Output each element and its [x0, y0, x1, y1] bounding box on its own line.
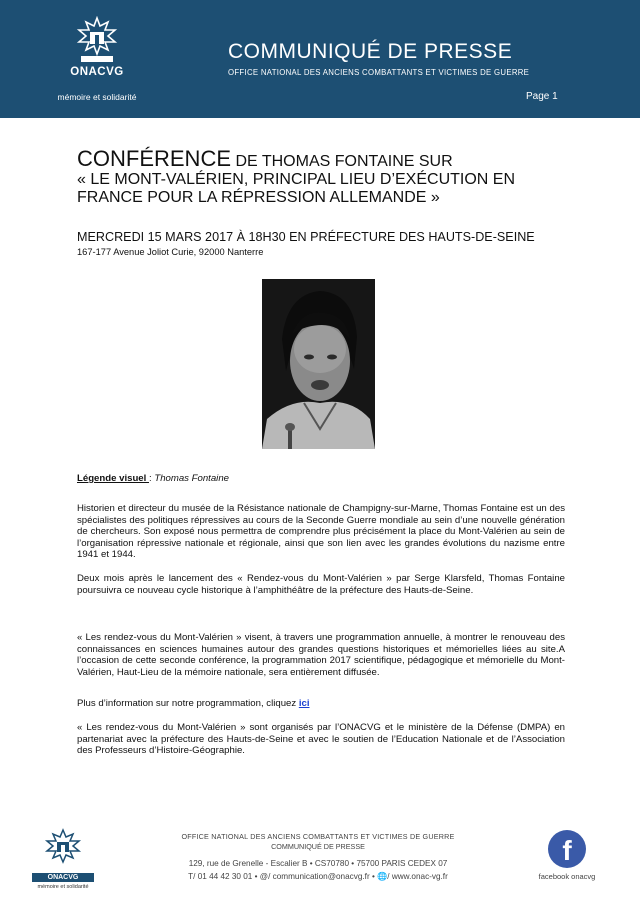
speaker-photo [262, 279, 375, 449]
onacvg-emblem-icon [75, 16, 119, 64]
paragraph-3: « Les rendez-vous du Mont-Valérien » visent, à travers une programmation annuelle, à montrer le renouveau des connaissances en sciences humaines autour des grandes questions historiques et mémorielles liées au site.A l’occasion de cette seconde conférence, la programmation 2017 scientifique, pédagogique et mémorielle du Mont-Valérien, Haut-Lieu de la mémoire nationale, sera entièrement diffusée. [77, 632, 565, 678]
footer-emblem-icon [43, 828, 83, 868]
title-lead: CONFÉRENCE [77, 146, 232, 171]
paragraph-5: « Les rendez-vous du Mont-Valérien » sont organisés par l’ONACVG et le ministère de la Défense (DMPA) en partenariat avec la préfecture des Hauts-de-Seine et avec le soutien de l’Education Nationale et de l’Association des Professeurs d’Histoire-Géographie. [77, 722, 565, 757]
press-release-title: COMMUNIQUÉ DE PRESSE [228, 40, 513, 63]
program-link[interactable]: ici [298, 698, 310, 709]
footer-doc-type: COMMUNIQUÉ DE PRESSE [271, 842, 365, 851]
footer-logo-text: ONACVG [32, 873, 94, 882]
footer-contact: T/ 01 44 42 30 01 • @/ communication@onacvg.fr • 🌐/ www.onac-vg.fr [188, 872, 448, 881]
more-info-text: Plus d’information sur notre programmation, cliquez [77, 698, 299, 709]
footer-address: 129, rue de Grenelle - Escalier B • CS70780 • 75700 PARIS CEDEX 07 [188, 859, 448, 868]
speaker-portrait-icon [262, 279, 375, 449]
event-date: MERCREDI 15 MARS 2017 À 18H30 EN PRÉFECTURE DES HAUTS-DE-SEINE [77, 230, 535, 244]
title-lead-rest: DE THOMAS FONTAINE SUR [231, 153, 453, 170]
facebook-label: facebook onacvg [538, 872, 596, 881]
paragraph-1: Historien et directeur du musée de la Résistance nationale de Champigny-sur-Marne, Thomas Fontaine est un des spécialistes des politiques répressives au cours de la Seconde Guerre mondiale au sein d’une nouvelle génération de chercheurs. Son exposé nous permettra de comprendre plus précisément la place du Mont-Valérien au sein de l’organisation répressive nationale et régionale, ainsi que son lien avec les grandes évolutions du nazisme entre 1941 et 1944. [77, 503, 565, 561]
paragraph-4 [77, 698, 565, 710]
title-line-3: FRANCE POUR LA RÉPRESSION ALLEMANDE » [77, 189, 440, 206]
caption-label: Légende visuel [77, 473, 149, 484]
title-line-2: « LE MONT-VALÉRIEN, PRINCIPAL LIEU D’EXÉCUTION EN [77, 171, 516, 188]
page-number: Page 1 [526, 91, 558, 102]
header-band [0, 0, 640, 118]
facebook-icon[interactable]: f [548, 830, 586, 868]
event-address: 167-177 Avenue Joliot Curie, 92000 Nanterre [77, 247, 264, 257]
logo-text: ONACVG [70, 66, 124, 78]
caption-value: Thomas Fontaine [154, 473, 229, 484]
onacvg-logo [42, 16, 152, 102]
logo-tagline: mémoire et solidarité [57, 92, 137, 102]
facebook-link[interactable] [532, 830, 602, 881]
organization-name: OFFICE NATIONAL DES ANCIENS COMBATTANTS ET VICTIMES DE GUERRE [228, 68, 530, 77]
photo-caption [77, 473, 229, 484]
footer-logo [32, 828, 94, 890]
paragraph-2: Deux mois après le lancement des « Rendez-vous du Mont-Valérien » par Serge Klarsfeld, Thomas Fontaine poursuivra ce nouveau cycle historique à l’amphithéâtre de la préfecture des Hauts-de-Seine. [77, 573, 565, 596]
caption-separator: : [148, 473, 155, 484]
footer-logo-tagline: mémoire et solidarité [37, 884, 89, 890]
footer-org-name: OFFICE NATIONAL DES ANCIENS COMBATTANTS ET VICTIMES DE GUERRE [181, 832, 455, 841]
conference-title [77, 146, 577, 207]
